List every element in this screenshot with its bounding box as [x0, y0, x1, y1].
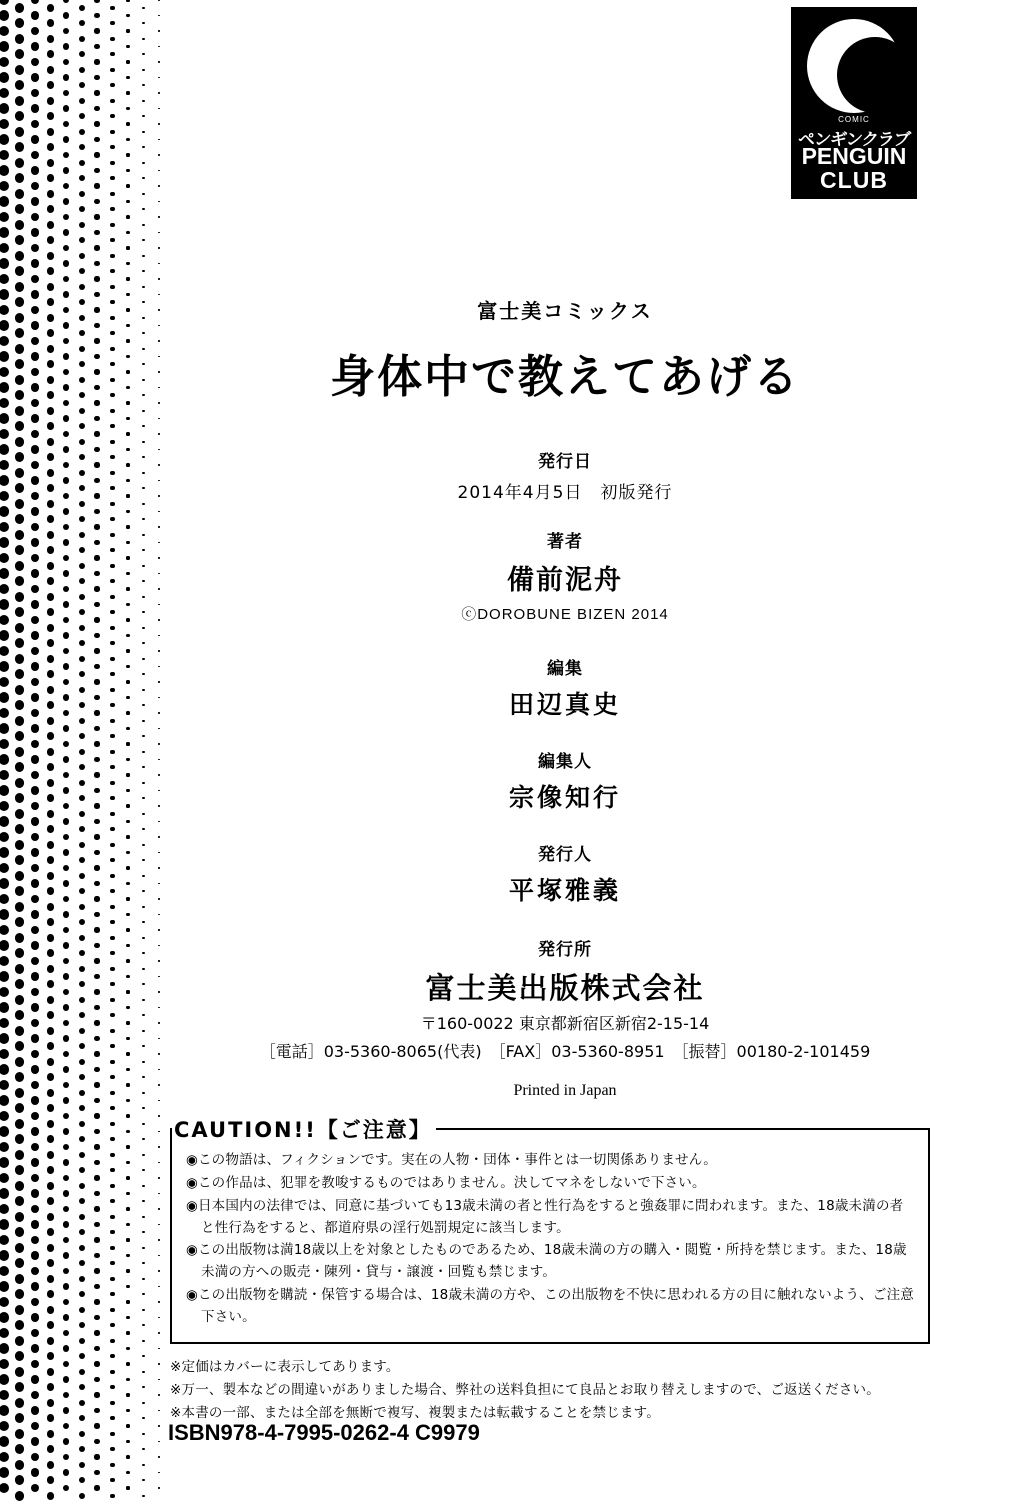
publication-date-section: [170, 447, 960, 503]
note-item: ※定価はカバーに表示してあります。: [170, 1359, 400, 1375]
publisher-label: 発行所: [538, 940, 592, 960]
note-item: ※本書の一部、または全部を無断で複写、複製または転載することを禁じます。: [170, 1405, 660, 1421]
caution-section: [170, 1118, 930, 1344]
note-item: ※万一、製本などの間違いがありました場合、弊社の送料負担にて良品とお取り替えしますので、ご返送ください。: [170, 1382, 880, 1398]
publisher-contact: ［電話］03-5360-8065(代表) ［FAX］03-5360-8951 ［振替］00180-2-101459: [259, 1042, 871, 1061]
isbn-code: ISBN978-4-7995-0262-4 C9979: [168, 1420, 480, 1445]
caution-item: ◉この出版物は満18歳以上を対象としたものであるため、18歳未満の方の購入・閲覧・所持を禁じます。また、18歳未満の方への販売・陳列・貸与・譲渡・回覧も禁じます。: [186, 1242, 907, 1281]
editor-in-charge-section: [170, 747, 960, 814]
editor-value: 田辺真史: [508, 690, 621, 719]
editor-in-charge-label: 編集人: [538, 752, 592, 772]
caution-box: [170, 1118, 930, 1344]
caution-list: [186, 1150, 914, 1329]
crescent-moon-icon: [807, 19, 901, 113]
caution-item: ◉この作品は、犯罪を教唆するものではありません。決してマネをしないで下さい。: [186, 1174, 706, 1191]
caution-item: ◉この物語は、フィクションです。実在の人物・団体・事件とは一切関係ありません。: [186, 1152, 717, 1168]
crescent-moon-cutout: [837, 37, 913, 113]
copyright-line: ⓒDOROBUNE BIZEN 2014: [461, 606, 669, 623]
publisher-section: [170, 935, 960, 1062]
editor-label: 編集: [547, 659, 583, 679]
notes-section: [170, 1355, 950, 1424]
logo-comic-label: COMIC: [838, 115, 870, 124]
publisher-person-value: 平塚雅義: [508, 876, 621, 905]
printed-in-japan: Printed in Japan: [513, 1082, 617, 1099]
author-value: 備前泥舟: [507, 565, 623, 596]
publication-date-label: 発行日: [538, 452, 592, 472]
imprint-label: 富士美コミックス: [477, 299, 653, 323]
author-label: 著者: [547, 532, 583, 552]
editor-section: [170, 654, 960, 721]
caution-title: CAUTION!!【ご注意】: [172, 1114, 436, 1144]
logo-kana-label: ペンギンクラブ: [797, 130, 911, 149]
publisher-logo: [791, 7, 917, 199]
editor-in-charge-value: 宗像知行: [508, 783, 621, 812]
publisher-name: 富士美出版株式会社: [425, 971, 705, 1005]
colophon: [170, 295, 960, 1100]
logo-penguin-label: PENGUIN: [801, 143, 907, 169]
halftone-decoration: [0, 0, 170, 1500]
publisher-person-section: [170, 840, 960, 907]
caution-item: ◉この出版物を購読・保管する場合は、18歳未満の方や、この出版物を不快に思われる方の目に触れないよう、ご注意下さい。: [186, 1287, 914, 1326]
author-section: [170, 527, 960, 624]
page-title: 身体中で教えてあげる: [329, 350, 800, 403]
caution-item: ◉日本国内の法律では、同意に基づいても13歳未満の者と性行為をすると強姦罪に問われます。また、18歳未満の者と性行為をすると、都道府県の淫行処罰規定に該当します。: [186, 1197, 904, 1236]
logo-club-label: CLUB: [820, 167, 888, 193]
publisher-address: 〒160-0022 東京都新宿区新宿2-15-14: [420, 1014, 710, 1033]
publisher-person-label: 発行人: [538, 845, 592, 865]
publication-date-value: 2014年4月5日 初版発行: [457, 483, 673, 503]
